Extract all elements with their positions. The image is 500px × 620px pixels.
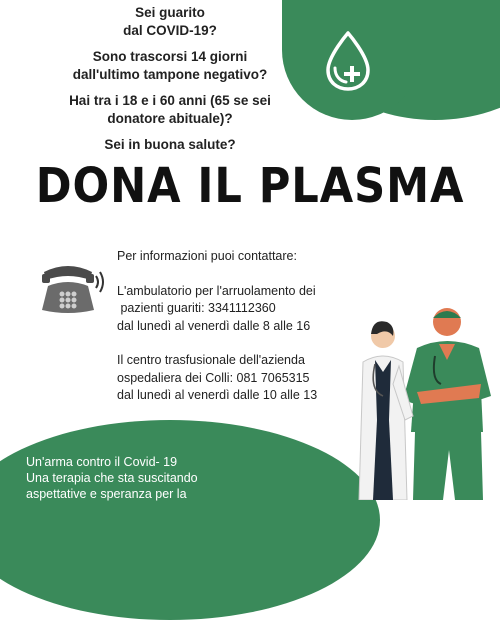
telephone-icon (38, 258, 106, 316)
contact-info (117, 248, 377, 405)
bottom-line-1: Un'arma contro il Covid- 19 (26, 455, 178, 469)
ambulatorio-line-2: pazienti guariti: 3341112360 (117, 301, 276, 315)
ambulatorio-line-1: L'ambulatorio per l'arruolamento dei (117, 283, 316, 298)
centro-line-1: Il centro trasfusionale dell'azienda (117, 353, 305, 367)
question-2: Sono trascorsi 14 giorni dall'ultimo tampone negativo? (72, 49, 268, 82)
bottom-line-2: Una terapia che sta suscitando (26, 471, 198, 485)
centro-line-2: ospedaliera dei Colli: 081 7065315 (117, 370, 310, 385)
eligibility-questions (50, 4, 290, 162)
question-3: Hai tra i 18 e i 60 anni (65 se sei donatore abituale)? (69, 93, 271, 126)
medical-staff-illustration (355, 300, 500, 500)
blood-drop-plus-icon (322, 30, 374, 92)
main-headline: DONA IL PLASMA (35, 158, 465, 214)
question-4: Sei in buona salute? (104, 137, 236, 152)
bottom-text (26, 454, 236, 502)
bottom-line-3: aspettative e speranza per la (26, 487, 187, 501)
centro-line-3: dal lunedì al venerdì dalle 10 alle 13 (117, 388, 318, 402)
question-1: Sei guarito dal COVID-19? (123, 5, 217, 38)
ambulatorio-line-3: dal lunedì al venerdì dalle 8 alle 16 (117, 318, 311, 333)
info-intro: Per informazioni puoi contattare: (117, 249, 297, 263)
bottom-green-shape (0, 420, 380, 620)
